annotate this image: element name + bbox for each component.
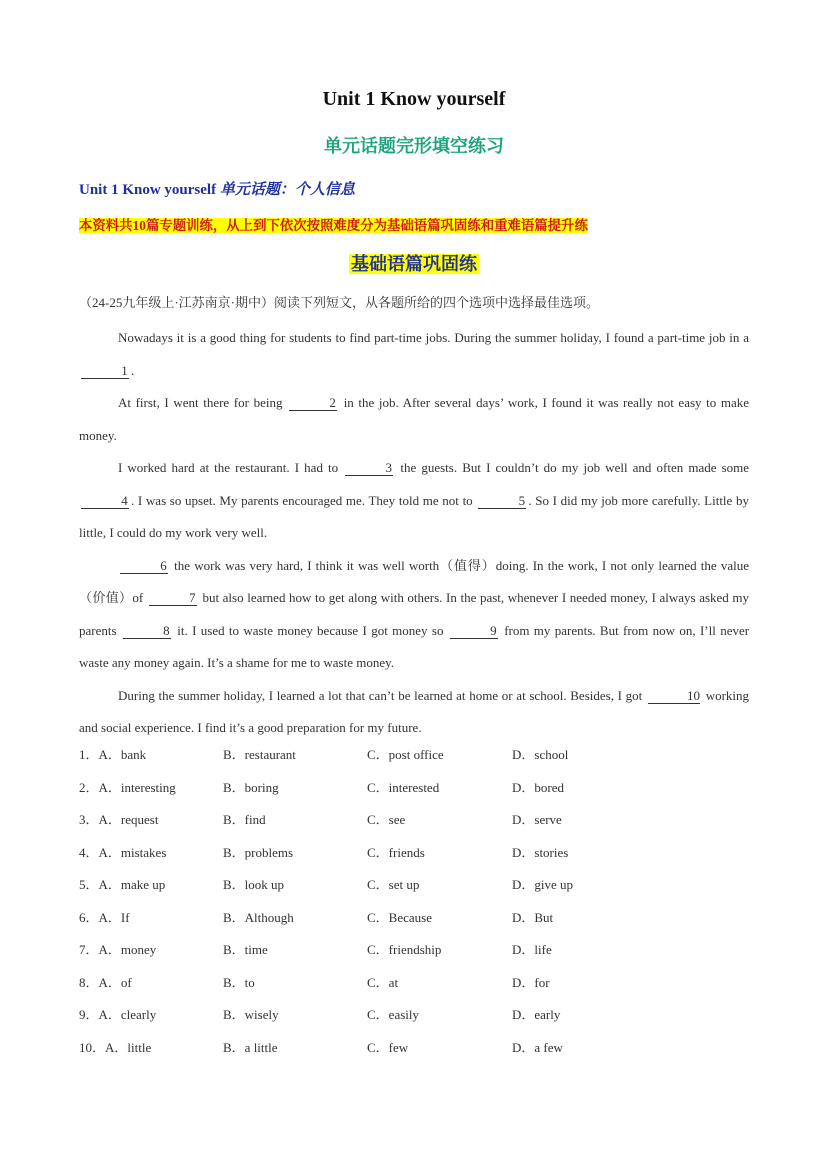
p3-text-d: . I was so upset. My parents encouraged me. They told me not to [131, 492, 473, 508]
option-5-b: B．look up [223, 877, 285, 892]
option-4-a: 4．A．mistakes [79, 844, 167, 860]
paragraph-3 [79, 452, 749, 550]
p2-text-c: in the job. After several days’ work, I found it was really not easy to make money. [79, 395, 750, 443]
blank-9: 9 [450, 623, 498, 639]
option-row-6 [79, 907, 749, 940]
option-6-c: C．Because [367, 909, 432, 925]
option-9-d: D．early [512, 1007, 561, 1022]
option-8-a: 8．A．of [79, 974, 132, 990]
answer-options [79, 744, 749, 1069]
option-7-b: B．time [223, 942, 268, 957]
p4-text-c: but also learned how to get along with others. In the past, whenever I needed money, I always asked my parents [79, 590, 750, 638]
option-2-d: D．bored [512, 779, 564, 795]
option-10-a: 10．A．little [79, 1039, 152, 1055]
p4-text-d: it. I used to waste money because I got money so [177, 622, 444, 638]
option-4-d: D．stories [512, 844, 569, 860]
page-subtitle: 单元话题完形填空练习 [324, 136, 504, 156]
paragraph-2 [79, 387, 749, 452]
unit-topic-cn: 单元话题：个人信息 [219, 182, 355, 198]
blank-7: 7 [149, 590, 197, 606]
p3-text-e: . So I did my job more carefully. Little by little, I could do my work very well. [79, 492, 749, 540]
option-2-b: B．boring [223, 779, 279, 795]
blank-4: 4 [81, 493, 129, 509]
option-4-c: C．friends [367, 844, 425, 860]
option-1-d: D．school [512, 747, 569, 762]
option-8-b: B．to [223, 974, 255, 990]
option-row-9 [79, 1004, 749, 1037]
option-6-b: B．Although [223, 909, 294, 925]
p1-text-c: . [131, 362, 135, 378]
option-10-d: D．a few [512, 1039, 563, 1055]
option-row-3 [79, 809, 749, 842]
option-3-b: B．find [223, 812, 266, 827]
p3-text-c: the guests. But I couldn’t do my job well and often made some [400, 460, 750, 475]
option-7-c: C．friendship [367, 942, 442, 957]
blank-6: 6 [120, 558, 168, 574]
section-heading-text: 基础语篇巩固练 [351, 254, 477, 274]
option-7-a: 7．A．money [79, 942, 157, 957]
blank-10: 10 [648, 688, 700, 704]
option-3-a: 3．A．request [79, 812, 159, 827]
p3-text-a: I worked hard at the restaurant. I had to [118, 460, 339, 475]
p4-text-e: from my parents. But from now on, I’ll never waste any money again. It’s a shame for me to waste money. [79, 622, 750, 670]
option-8-c: C．at [367, 974, 399, 990]
blank-2: 2 [289, 395, 337, 411]
option-6-a: 6．A．If [79, 909, 130, 925]
option-5-d: D．give up [512, 877, 574, 892]
option-9-b: B．wisely [223, 1007, 279, 1022]
option-row-10 [79, 1037, 749, 1070]
option-7-d: D．life [512, 942, 552, 957]
option-5-c: C．set up [367, 877, 420, 892]
section-heading [79, 250, 749, 276]
option-2-c: C．interested [367, 779, 440, 795]
notice-banner [79, 215, 749, 234]
option-10-c: C．few [367, 1039, 409, 1055]
notice-text: 本资料共10篇专题训练，从上到下依次按照难度分为基础语篇巩固练和重难语篇提升练 [79, 218, 588, 233]
option-row-1 [79, 744, 749, 777]
paragraph-4 [79, 550, 749, 680]
option-10-b: B．a little [223, 1039, 278, 1055]
option-9-c: C．easily [367, 1007, 419, 1022]
option-4-b: B．problems [223, 844, 294, 860]
p2-text-a: At first, I went there for being [118, 395, 283, 410]
option-row-7 [79, 939, 749, 972]
p4-text-a: the work was very hard, I think it was well worth（值得）doing. In the work, I not only learned the value（价值）of [79, 557, 749, 605]
unit-topic [79, 178, 355, 199]
p5-text-a: During the summer holiday, I learned a lot that can’t be learned at home or at school. Besides, I got [118, 687, 643, 703]
option-1-a: 1．A．bank [79, 747, 147, 762]
option-6-d: D．But [512, 909, 554, 925]
page-title: Unit 1 Know yourself [322, 88, 506, 110]
paragraph-5 [79, 680, 749, 745]
blank-1: 1 [81, 363, 129, 379]
option-9-a: 9．A．clearly [79, 1007, 157, 1022]
instruction: （24-25九年级上·江苏南京·期中）阅读下列短文，从各题所给的四个选项中选择最佳选项。 [79, 295, 599, 310]
option-5-a: 5．A．make up [79, 877, 166, 892]
option-1-b: B．restaurant [223, 747, 296, 762]
option-row-2 [79, 777, 749, 810]
blank-3: 3 [345, 460, 393, 476]
option-1-c: C．post office [367, 747, 444, 762]
blank-5: 5 [478, 493, 526, 509]
option-row-8 [79, 972, 749, 1005]
cloze-passage [79, 322, 749, 745]
option-row-4 [79, 842, 749, 875]
option-3-c: C．see [367, 812, 406, 827]
option-3-d: D．serve [512, 812, 562, 827]
p5-text-c: working and social experience. I find it’s a good preparation for my future. [79, 687, 750, 735]
option-8-d: D．for [512, 974, 550, 990]
unit-topic-en: Unit 1 Know yourself [79, 182, 217, 198]
p1-text-a: Nowadays it is a good thing for students to find part-time jobs. During the summer holiday, I found a part-time job in a [118, 330, 749, 345]
paragraph-1 [79, 322, 749, 387]
option-row-5 [79, 874, 749, 907]
blank-8: 8 [123, 623, 171, 639]
option-2-a: 2．A．interesting [79, 779, 176, 795]
